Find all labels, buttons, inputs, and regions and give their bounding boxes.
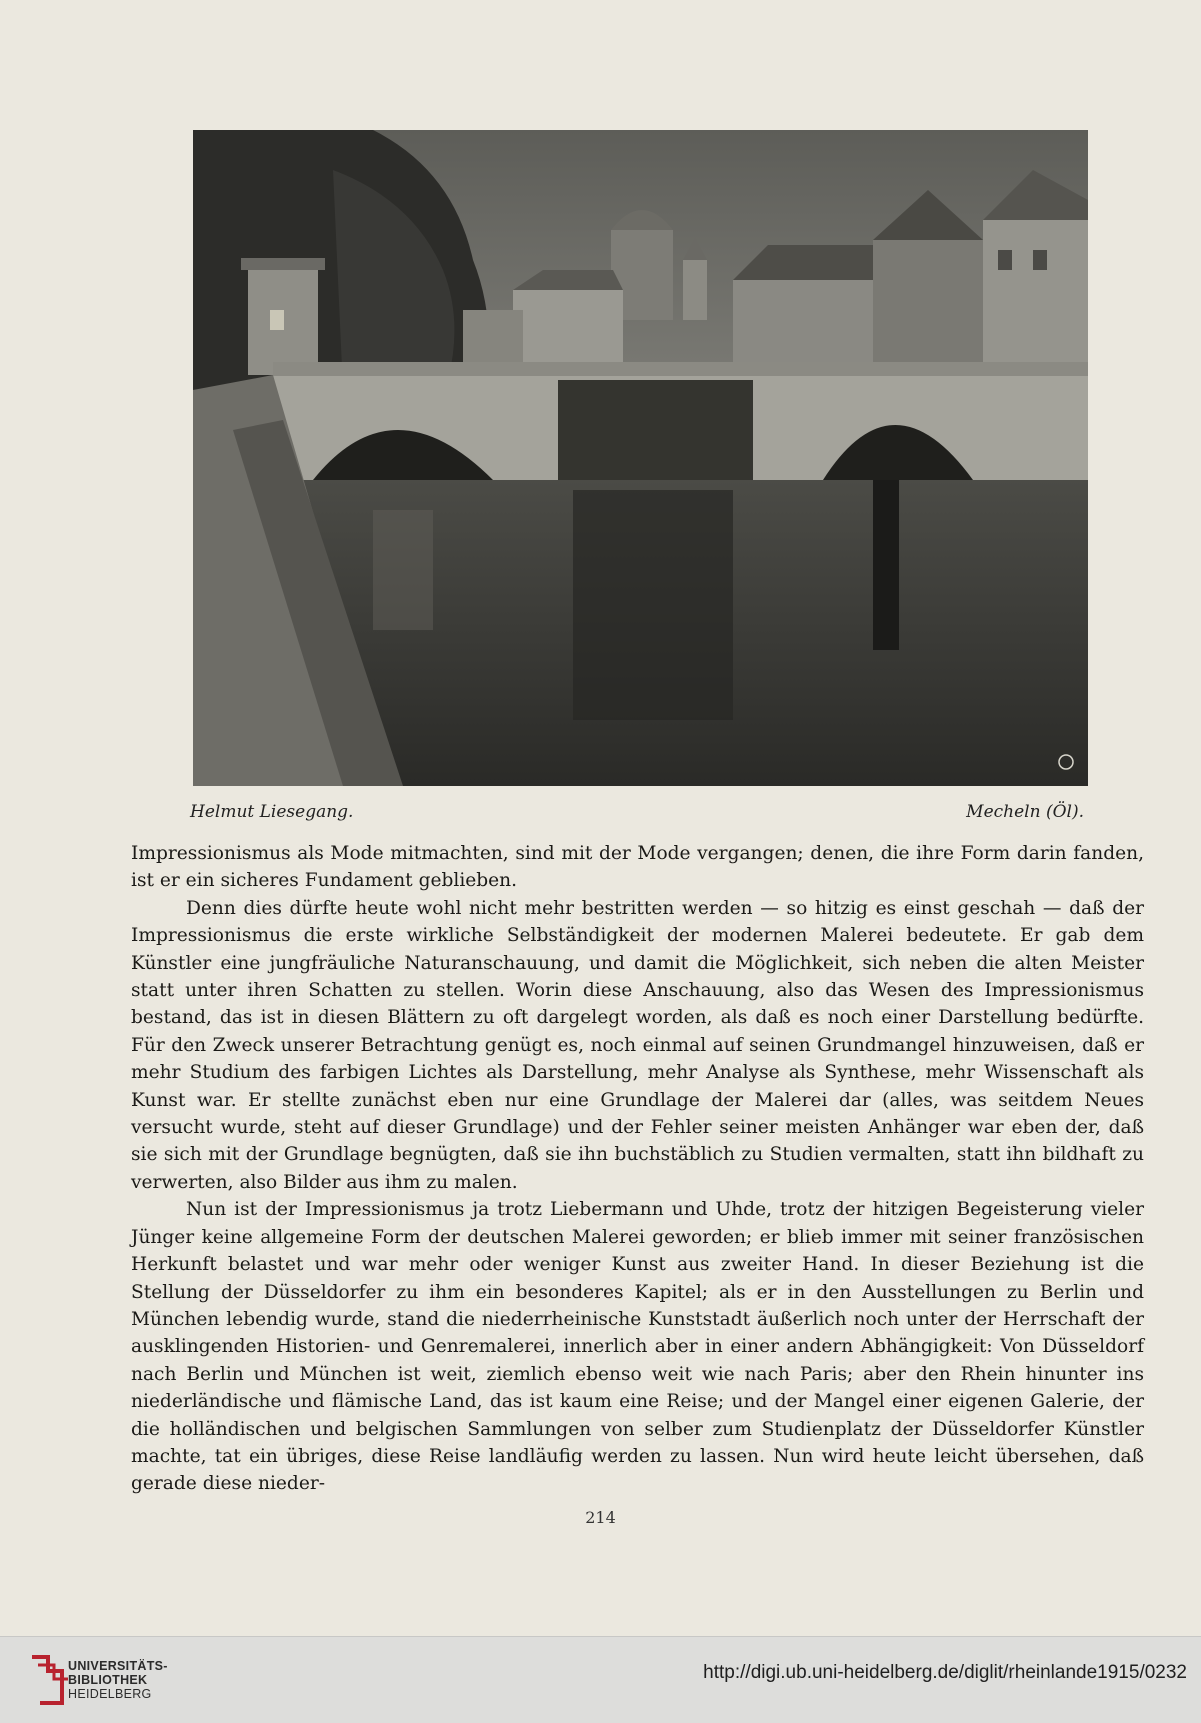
permalink-url[interactable]: http://digi.ub.uni-heidelberg.de/diglit/rheinlande1915/0232: [703, 1662, 1187, 1683]
page-number: 214: [585, 1508, 616, 1527]
painting-image: [193, 130, 1088, 786]
paragraph: Impressionismus als Mode mitmachten, sind mit der Mode vergangen; denen, die ihre Form darin fanden, ist er ein sicheres Fundament geblieben.: [131, 843, 1144, 892]
painting-reproduction: [193, 130, 1088, 786]
viewer-footer: [0, 1636, 1201, 1723]
painting-title-caption: Mecheln (Öl).: [966, 802, 1084, 822]
paragraph: Denn dies dürfte heute wohl nicht mehr bestritten werden — so hitzig es einst geschah — daß der Impressionismus die erste wirkliche Selbständigkeit der modernen Malerei bedeutete. Er gab dem Künstler eine jungfräuliche Naturanschauung, und damit die Möglichkeit, sich neben die alten Meister statt unter ihren Schatten zu stellen. Worin diese Anschauung, also das Wesen des Impressionismus bestand, das ist in diesen Blättern zu oft dargelegt worden, als daß es noch einer Darstellung bedürfte. Für den Zweck unserer Betrachtung genügt es, noch einmal auf seinen Grundmangel hinzuweisen, daß er mehr Studium des farbigen Lichtes als Darstellung, mehr Analyse als Synthese, mehr Wissenschaft als Kunst war. Er stellte zunächst eben nur eine Grundlage der Malerei dar (alles, was seitdem Neues versucht wurde, steht auf dieser Grundlage) und der Fehler seiner meisten Anhänger war eben der, daß sie sich mit der Grundlage begnügten, daß sie ihn buchstäblich zu Studien vermalten, statt ihn bildhaft zu verwerten, also Bilder aus ihm zu malen.: [131, 897, 1144, 1193]
artist-caption: Helmut Liesegang.: [190, 802, 354, 822]
paragraph: Nun ist der Impressionismus ja trotz Liebermann und Uhde, trotz der hitzigen Begeisterung vieler Jünger keine allgemeine Form der deutschen Malerei geworden; er blieb immer mit seiner französischen Herkunft belastet und war mehr oder weniger Kunst aus zweiter Hand. In dieser Beziehung ist die Stellung der Düsseldorfer zu ihm ein besonderes Kapitel; als er in den Ausstellungen zu Berlin und München lebendig wurde, stand die niederrheinische Kunststadt äußerlich noch unter der Herrschaft der ausklingenden Historien- und Genremalerei, innerlich aber in einer andern Abhängigkeit: Von Düsseldorf nach Berlin und München ist weit, ziemlich ebenso weit wie nach Paris; aber den Rhein hinunter ins niederländische und flämische Land, das ist kaum eine Reise; und der Mangel einer eigenen Galerie, der die holländischen und belgischen Sammlungen von selber zum Studienplatz der Düsseldorfer Künstler machte, tat ein übriges, diese Reise landläufig werden zu lassen. Nun wird heute leicht übersehen, daß gerade diese nieder-: [131, 1199, 1144, 1495]
library-logo-icon: [28, 1651, 70, 1709]
body-text: [131, 840, 1144, 1498]
library-name: UNIVERSITÄTS- BIBLIOTHEK HEIDELBERG: [68, 1659, 168, 1701]
